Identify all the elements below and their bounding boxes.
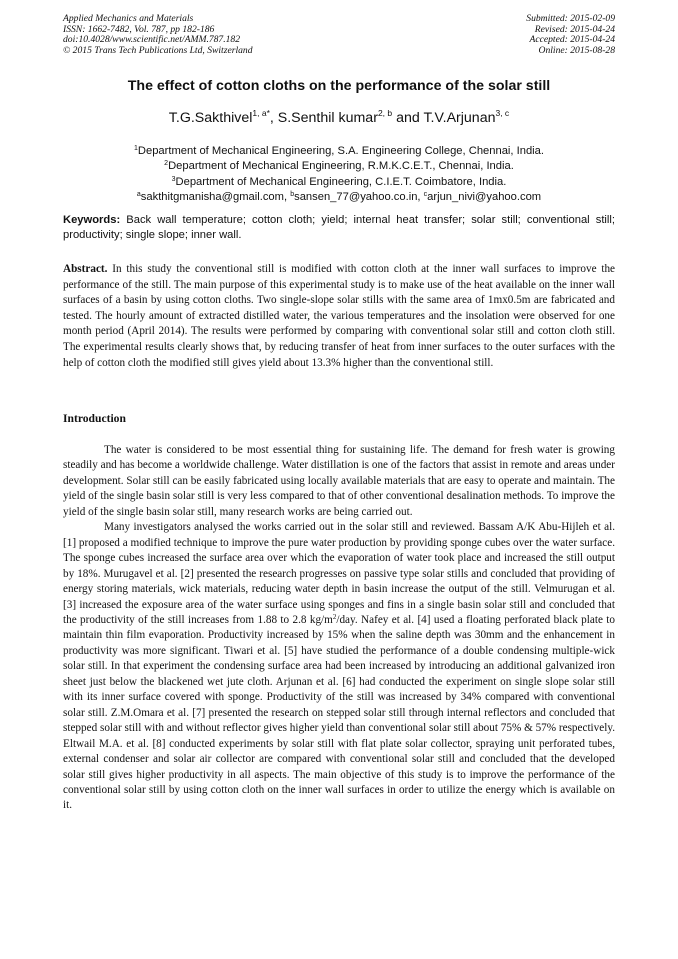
affiliation-line — [0, 175, 678, 190]
journal-doi[interactable]: doi:10.4028/www.scientific.net/AMM.787.182 — [63, 34, 241, 46]
paragraph: The water is considered to be most essential thing for sustaining life. The demand for fresh water is growing steadily and has become a worldwide challenge. Water distillation is one of the factors that assist in remote and areas under development. Solar still can be easily fabricated using locally available materials that are easy to operate and maintain. The yield of the single basin solar still is very less compared to that of other conventional desalination methods. To improve the yield of the single basin solar still, many research works are being carried out. — [63, 444, 615, 518]
introduction-body — [63, 443, 615, 814]
publication-dates — [526, 14, 615, 56]
author-sup: 1, a* — [252, 108, 270, 118]
journal-name: Applied Mechanics and Materials — [63, 13, 194, 24]
journal-info — [63, 14, 253, 56]
affiliations — [0, 144, 678, 206]
keywords-text: Back wall temperature; cotton cloth; yield; internal heat transfer; solar still; conventional still; productivity; single slope; inner wall. — [63, 214, 615, 241]
email-line — [0, 190, 678, 205]
author-separator: , — [269, 110, 278, 126]
affiliation-text: Department of Mechanical Engineering, C.I.E.T. Coimbatore, India. — [175, 175, 507, 188]
abstract-text: In this study the conventional still is modified with cotton cloth at the inner wall surfaces to improve the performance of the still. The main purpose of this experimental study is to make use of the heat available on the inner wall surfaces of a basin by using cotton cloths. Two single-slope solar stills with the same area of 1mx0.5m are fabricated and tested. The hourly amount of extracted distilled water, the various temperatures and the insolation were observed for one month period (April 2014). The results were performed by comparing with conventional solar still and cotton cloth still. The experimental results clearly shows that, by reducing transfer of heat from inner surfaces to the outer surfaces with the help of cotton cloth the modified still gives yield about 13.3% higher than the conventional still. — [63, 263, 615, 369]
author-sup: 3, c — [495, 108, 510, 118]
email-separator: , — [283, 191, 291, 204]
author-sup: 2, b — [377, 108, 393, 118]
date-revised: Revised: 2015-04-24 — [534, 23, 615, 35]
affiliation-text: Department of Mechanical Engineering, S.A. Engineering College, Chennai, India. — [137, 145, 544, 157]
keywords-block — [63, 213, 615, 243]
journal-copyright: © 2015 Trans Tech Publications Ltd, Switzerland — [63, 44, 253, 56]
author-list — [0, 110, 678, 126]
email-separator: , — [417, 191, 424, 204]
unit-superscript: 2 — [332, 612, 337, 621]
email-sup: c — [423, 191, 428, 199]
author-name: T.V.Arjunan — [423, 110, 496, 126]
paragraph-text: /day. Nafey et al. [4] used a floating perforated black plate to maintain thin film evaporation. Productivity increased by 15% when the saline depth was 30mm and the enhancement in productivity was more significant. Tiwari et al. [5] have studied the performance of a double condensing multiple-wick solar still. In that experiment the condensing surface area had been increased by introducing an additional galvanized iron sheet just below the blackened wet jute cloth. Arjunan et al. [6] had conducted the experiment on single slope solar still with its inner surface covered with sponge. Productivity of the still was increased by 34% compared with conventional solar still. Z.M.Omara et al. [7] presented the research on stepped solar still through internal reflectors and concluded that stepped solar still with and without reflector gives higher yield than conventional solar still about 75% & 57% respectively. Eltwail M.A. et al. [8] conducted experiments by solar still with flat plate solar collector, spraying unit perforated tubes, external condenser and solar air collector are compared with conventional solar still and concluded that the developed solar still gives higher productivity in all aspects. The main objective of this study is to improve the performance of the conventional solar still by using cotton cloth on the inner wall surfaces in order to utilize the energy which is available on it. — [63, 613, 615, 812]
keywords-label: Keywords: — [63, 214, 121, 226]
author-name: S.Senthil kumar — [277, 110, 378, 126]
email-address[interactable]: sakthitgmanisha@gmail.com — [140, 191, 284, 204]
affiliation-text: Department of Mechanical Engineering, R.M.K.C.E.T., Chennai, India. — [168, 160, 514, 173]
author-separator: and — [392, 110, 424, 126]
affiliation-sup: 1 — [133, 145, 138, 152]
author-name: T.G.Sakthivel — [168, 110, 253, 126]
affiliation-sup: 2 — [164, 160, 169, 168]
affiliation-sup: 3 — [171, 175, 176, 183]
email-address[interactable]: arjun_nivi@yahoo.com — [427, 191, 542, 204]
paragraph — [63, 520, 615, 814]
abstract-block — [63, 262, 615, 371]
paper-title: The effect of cotton cloths on the performance of the solar still — [127, 78, 551, 94]
email-sup: a — [136, 191, 141, 199]
section-heading-introduction: Introduction — [63, 412, 126, 425]
email-sup: b — [290, 191, 295, 199]
abstract-label: Abstract. — [63, 263, 108, 275]
journal-issn: ISSN: 1662-7482, Vol. 787, pp 182-186 — [63, 23, 215, 35]
affiliation-line — [0, 144, 678, 159]
date-online: Online: 2015-08-28 — [538, 44, 615, 56]
affiliation-line — [0, 159, 678, 174]
email-address[interactable]: sansen_77@yahoo.co.in — [294, 191, 418, 204]
paragraph-text: Many investigators analysed the works carried out in the solar still and reviewed. Bassam A/K Abu-Hijleh et al. [1] proposed a modified technique to improve the pure water production by providing sponge cubes over the water surface. The sponge cubes increased the surface area over which the evaporation of water took place and increased the still output by 18%. Murugavel et al. [2] presented the research progresses on passive type solar stills and concluded that providing of energy storing materials, wick materials, reducing water depth in basin increase the output of the still. Velmurugan et al. [3] increased the exposure area of the water surface using sponges and fins in a single basin solar still and concluded that the productivity of the still increases from 1.88 to 2.8 kg/m — [63, 521, 615, 626]
date-submitted: Submitted: 2015-02-09 — [526, 13, 615, 24]
date-accepted: Accepted: 2015-04-24 — [529, 34, 615, 46]
